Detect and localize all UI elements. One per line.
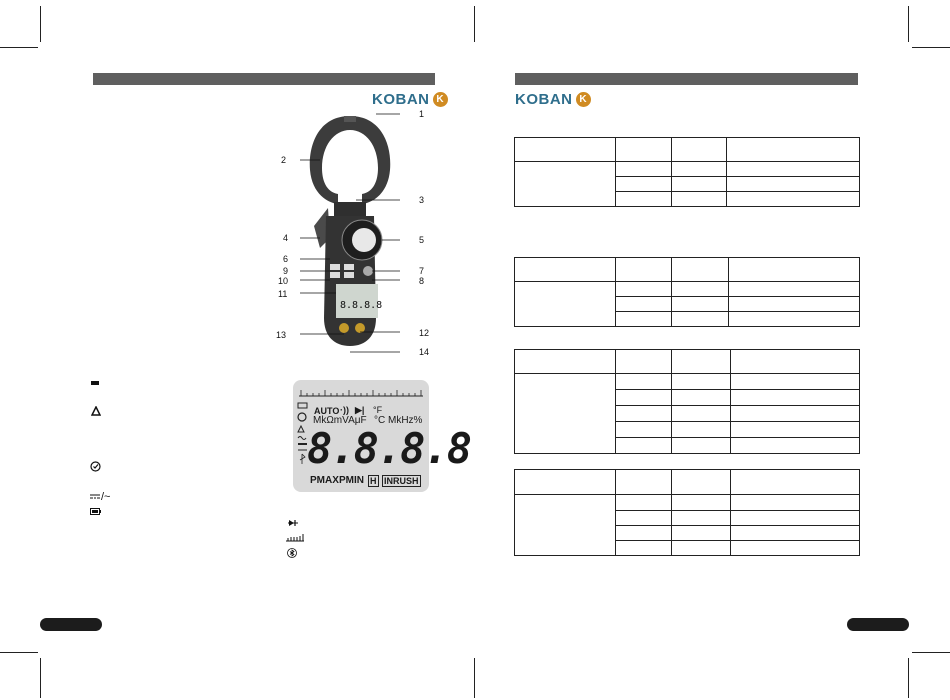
brand-logo-right [515,91,591,108]
callout-14: 14 [419,347,430,357]
callout-4: 4 [283,233,289,243]
dc-ac-icon [90,491,110,503]
spec-table-4 [514,469,860,556]
lcd-diode-icon: ▶| [355,405,365,415]
minus-icon [91,381,99,385]
callout-9: 9 [283,266,289,276]
crop-mark [912,652,950,653]
lcd-pmin: PMIN [339,475,364,486]
delta-icon [91,406,101,419]
spec-table-1 [514,137,860,207]
crop-mark [912,47,950,48]
callout-3: 3 [419,195,425,205]
crop-mark [40,6,41,42]
callout-1: 1 [419,109,425,119]
crop-mark [474,658,475,698]
callout-5: 5 [419,235,425,245]
lcd-fahrenheit: °F [373,405,383,415]
callout-2: 2 [281,155,287,165]
callout-10: 10 [278,276,289,286]
lcd-pmax: PMAX [310,475,339,486]
page-tab-right [847,618,909,631]
lcd-display [293,380,471,492]
auto-power-off-icon [90,461,101,475]
crop-mark [908,6,909,42]
crop-mark [40,658,41,698]
lcd-units-right: °C MkHz% [374,415,423,426]
dc-ac-slash: /~ [101,491,111,503]
spec-table-2 [514,257,860,327]
brand-name: KOBAN [372,91,430,108]
crop-mark [0,652,38,653]
brand-badge: K [576,92,591,107]
diode-icon [288,518,298,530]
bluetooth-icon [287,548,297,561]
spec-table-3 [514,349,860,454]
svg-text:8.8.8.8: 8.8.8.8 [340,300,383,311]
callout-7: 7 [419,266,425,276]
lcd-beep-icon: ·)) [340,405,349,415]
lcd-digits: 8.8.8.8 [307,424,471,473]
crop-mark [0,47,38,48]
callout-13: 13 [276,330,287,340]
brand-logo-left [372,91,448,108]
clamp-meter-diagram [300,108,400,358]
lcd-hold-icon: H [370,476,377,486]
lcd-units-left: MkΩmVAμF [313,415,367,426]
brand-name: KOBAN [515,91,573,108]
bargraph-icon [285,532,305,545]
page-tab-left [40,618,102,631]
callout-11: 11 [278,289,288,299]
callout-6: 6 [283,254,289,264]
crop-mark [474,6,475,42]
crop-mark [908,658,909,698]
lcd-inrush: INRUSH [384,476,419,486]
brand-badge: K [433,92,448,107]
left-header-band [93,73,435,85]
lcd-auto: AUTO [314,406,340,416]
callout-12: 12 [419,328,430,338]
callout-8: 8 [419,276,425,286]
battery-icon [90,506,101,518]
right-header-band [515,73,858,85]
